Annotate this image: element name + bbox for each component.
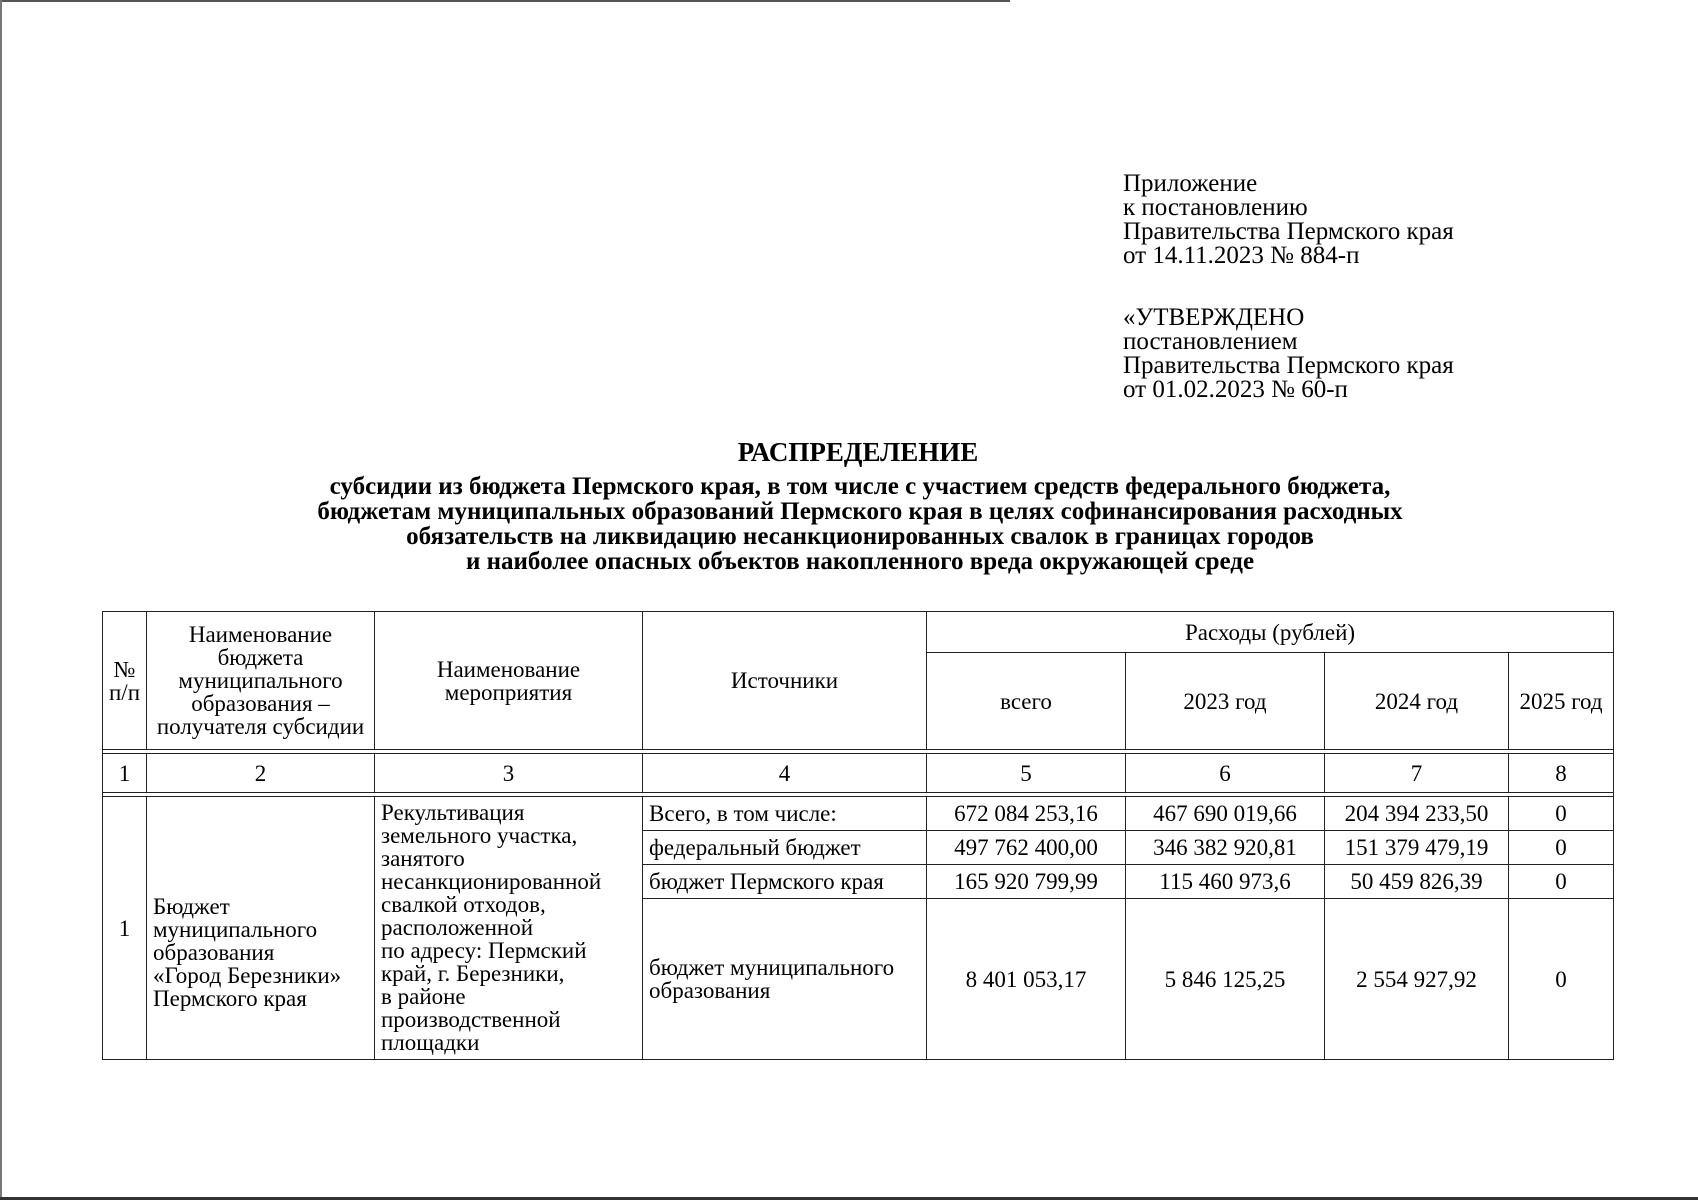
measure-text: площадки <box>381 1030 480 1055</box>
header-text: № <box>113 656 136 682</box>
source-cell: бюджет Пермского края <box>643 865 927 899</box>
total-cell: 672 084 253,16 <box>927 797 1126 831</box>
header-text: образования – <box>191 691 330 716</box>
header-2024-cell: 2024 год <box>1325 653 1509 750</box>
source-text: бюджет муниципального <box>649 955 895 980</box>
scan-top-edge <box>0 0 1010 2</box>
measure-text: расположенной <box>381 915 534 940</box>
approved-line: Правительства Пермского края <box>1123 352 1454 379</box>
year-2023-cell: 346 382 920,81 <box>1126 831 1325 865</box>
year-2023-cell: 5 846 125,25 <box>1126 899 1325 1060</box>
approved-line: постановлением <box>1123 328 1298 355</box>
scan-left-edge <box>0 0 2 1200</box>
year-2024-cell: 2 554 927,92 <box>1325 899 1509 1060</box>
header-num-cell <box>103 612 147 750</box>
measure-text: занятого <box>381 846 465 871</box>
header-2025-cell: 2025 год <box>1509 653 1614 750</box>
header-row <box>103 612 1614 653</box>
appendix-line: Правительства Пермского края <box>1123 218 1454 245</box>
header-text: Наименование <box>188 622 333 647</box>
column-number: 3 <box>375 754 643 793</box>
measure-text: земельного участка, <box>381 823 578 848</box>
source-cell <box>643 899 927 1060</box>
column-number: 7 <box>1325 754 1509 793</box>
measure-text: производственной <box>381 1007 561 1032</box>
approved-block <box>1123 306 1454 402</box>
year-2025-cell: 0 <box>1509 831 1614 865</box>
budget-name-text: «Город Березники» <box>153 962 342 988</box>
measure-cell <box>375 797 643 1060</box>
budget-name-text: Пермского края <box>153 985 307 1011</box>
header-text: Наименование <box>436 656 581 682</box>
column-number: 6 <box>1126 754 1325 793</box>
header-text: п/п <box>109 679 141 705</box>
measure-text: Рекультивация <box>381 800 525 825</box>
budget-name-text: Бюджет <box>153 893 230 919</box>
column-number: 1 <box>103 754 147 793</box>
source-cell: Всего, в том числе: <box>643 797 927 831</box>
approved-line: «УТВЕРЖДЕНО <box>1123 304 1305 331</box>
measure-text: по адресу: Пермский <box>381 938 587 963</box>
header-text: получателя субсидии <box>156 714 365 739</box>
appendix-line: от 14.11.2023 № 884-п <box>1123 242 1360 269</box>
document-title: РАСПРЕДЕЛЕНИЕ <box>737 437 979 467</box>
header-2023-cell: 2023 год <box>1126 653 1325 750</box>
document-subtitle <box>200 474 1520 574</box>
appendix-line: к постановлению <box>1123 194 1308 221</box>
subtitle-line: и наиболее опасных объектов накопленного вреда окружающей среде <box>465 548 1255 575</box>
header-text: бюджета <box>217 645 304 670</box>
column-number: 8 <box>1509 754 1614 793</box>
header-total-cell: всего <box>927 653 1126 750</box>
total-cell: 497 762 400,00 <box>927 831 1126 865</box>
total-cell: 8 401 053,17 <box>927 899 1126 1060</box>
column-number: 2 <box>147 754 375 793</box>
measure-text: свалкой отходов, <box>381 892 546 917</box>
year-2024-cell: 151 379 479,19 <box>1325 831 1509 865</box>
budget-name-text: муниципального <box>153 916 318 942</box>
source-text: образования <box>649 978 771 1003</box>
year-2025-cell: 0 <box>1509 797 1614 831</box>
year-2023-cell: 115 460 973,6 <box>1126 865 1325 899</box>
header-measure-cell <box>375 612 643 750</box>
year-2023-cell: 467 690 019,66 <box>1126 797 1325 831</box>
distribution-table <box>102 611 1614 1060</box>
row-number-cell: 1 <box>103 797 147 1060</box>
measure-text: край, г. Березники, <box>381 961 565 986</box>
source-cell: федеральный бюджет <box>643 831 927 865</box>
header-expenses-cell: Расходы (рублей) <box>927 612 1614 653</box>
measure-text: несанкционированной <box>381 869 602 894</box>
year-2024-cell: 204 394 233,50 <box>1325 797 1509 831</box>
column-number: 5 <box>927 754 1126 793</box>
measure-text: в районе <box>381 984 466 1009</box>
appendix-block <box>1123 172 1454 268</box>
column-number-row <box>103 754 1614 793</box>
subtitle-line: субсидии из бюджета Пермского края, в том числе с участием средств федерального бюджета, <box>329 473 1391 500</box>
year-2025-cell: 0 <box>1509 899 1614 1060</box>
budget-name-cell <box>147 797 375 1060</box>
subtitle-line: обязательств на ликвидацию несанкционированных свалок в границах городов <box>406 523 1314 550</box>
subtitle-line: бюджетам муниципальных образований Пермского края в целях софинансирования расходных <box>317 498 1403 525</box>
header-text: муниципального <box>178 668 343 693</box>
approved-line: от 01.02.2023 № 60-п <box>1123 376 1348 403</box>
total-cell: 165 920 799,99 <box>927 865 1126 899</box>
header-sources-cell: Источники <box>643 612 927 750</box>
budget-name-text: образования <box>153 939 275 965</box>
table-row <box>103 797 1614 831</box>
appendix-line: Приложение <box>1123 170 1258 197</box>
year-2024-cell: 50 459 826,39 <box>1325 865 1509 899</box>
year-2025-cell: 0 <box>1509 865 1614 899</box>
column-number: 4 <box>643 754 927 793</box>
header-budget-name-cell <box>147 612 375 750</box>
header-text: мероприятия <box>444 679 573 705</box>
